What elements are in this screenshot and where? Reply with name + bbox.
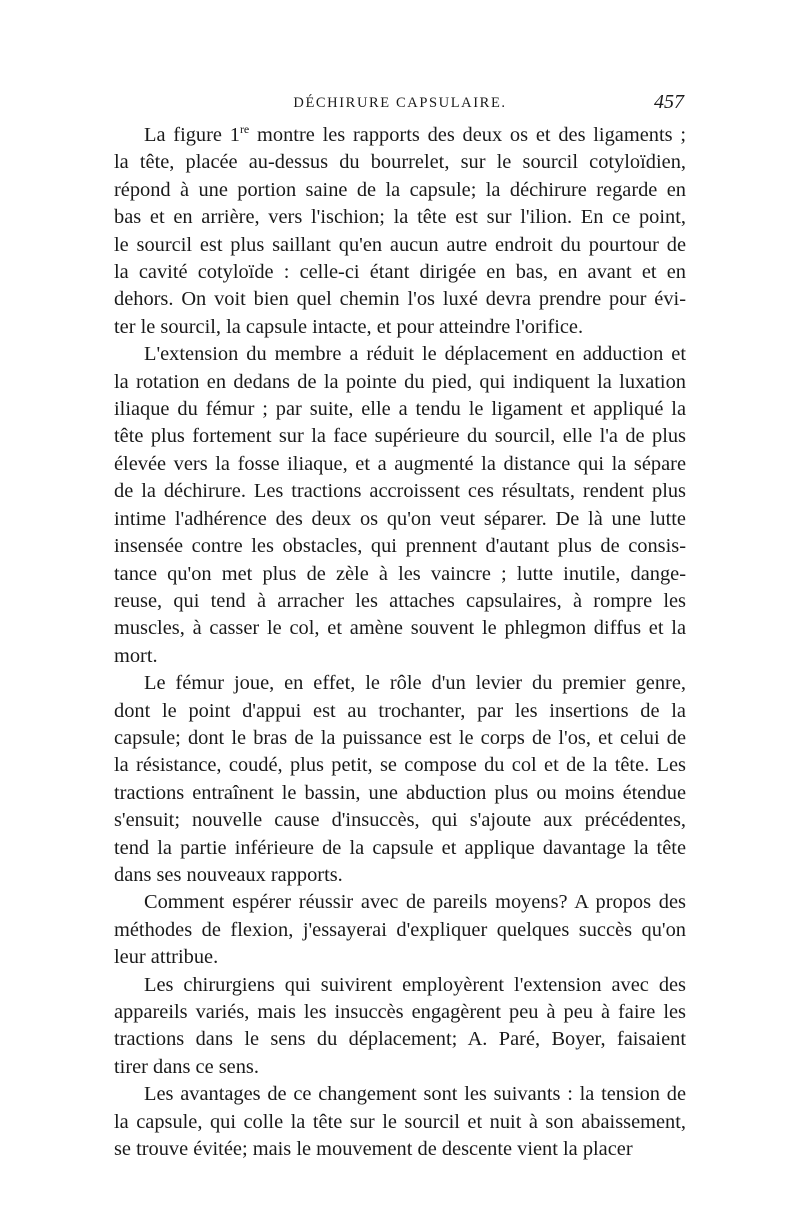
paragraph bbox=[114, 122, 686, 341]
text-line: le sourcil est plus saillant qu'en aucun autre endroit du pourtour de bbox=[114, 233, 686, 256]
text-line: muscles, à casser le col, et amène souvent le phlegmon diffus et la bbox=[114, 617, 686, 640]
text-line: la cavité cotyloïde : celle-ci étant dirigée en bas, en avant et en bbox=[114, 261, 686, 284]
text-line: méthodes de flexion, j'essayerai d'expliquer quelques succès qu'on bbox=[114, 918, 686, 941]
text-line: L'extension du membre a réduit le déplacement en adduction et bbox=[144, 343, 686, 366]
text-line: la rotation en dedans de la pointe du pied, qui indiquent la luxation bbox=[114, 370, 686, 393]
text-line: iliaque du fémur ; par suite, elle a tendu le ligament et appliqué la bbox=[114, 398, 686, 421]
text-line: tractions entraînent le bassin, une abduction plus ou moins étendue bbox=[114, 781, 686, 804]
text-line: tête plus fortement sur la face supérieure du sourcil, elle l'a de plus bbox=[114, 425, 686, 448]
paragraph bbox=[114, 889, 686, 971]
text-fragment: La figure 1 bbox=[144, 124, 240, 146]
text-line: tirer dans ce sens. bbox=[114, 1055, 259, 1078]
running-head bbox=[114, 92, 686, 122]
text-line: tend la partie inférieure de la capsule et applique davantage la tête bbox=[114, 836, 686, 859]
paragraph bbox=[114, 1081, 686, 1163]
text-line: insensée contre les obstacles, qui prennent d'autant plus de consis- bbox=[114, 535, 686, 558]
paragraph bbox=[114, 670, 686, 889]
text-line bbox=[114, 122, 686, 149]
book-page bbox=[114, 92, 686, 1163]
text-line: répond à une portion saine de la capsule; la déchirure regarde en bbox=[114, 178, 686, 201]
paragraph bbox=[114, 341, 686, 670]
text-line: tractions dans le sens du déplacement; A. Paré, Boyer, faisaient bbox=[114, 1028, 686, 1051]
text-line: bas et en arrière, vers l'ischion; la tête est sur l'ilion. En ce point, bbox=[114, 206, 686, 229]
text-line: leur attribue. bbox=[114, 946, 219, 969]
text-line: élevée vers la fosse iliaque, et a augmenté la distance qui la sépare bbox=[114, 452, 686, 475]
text-line: Les chirurgiens qui suivirent employèrent l'extension avec des bbox=[144, 973, 686, 996]
text-line: se trouve évitée; mais le mouvement de descente vient la placer bbox=[114, 1138, 633, 1161]
text-line: la tête, placée au-dessus du bourrelet, sur le sourcil cotyloïdien, bbox=[114, 151, 686, 174]
text-line: Le fémur joue, en effet, le rôle d'un levier du premier genre, bbox=[144, 672, 686, 695]
paragraph bbox=[114, 972, 686, 1082]
text-line: mort. bbox=[114, 644, 158, 667]
text-line: appareils variés, mais les insuccès engagèrent peu à peu à faire les bbox=[114, 1001, 686, 1023]
text-line: dont le point d'appui est au trochanter, par les insertions de la bbox=[114, 699, 686, 722]
text-line: dehors. On voit bien quel chemin l'os luxé devra prendre pour évi- bbox=[114, 288, 686, 311]
body-text bbox=[114, 122, 686, 1163]
text-fragment: montre les rapports des deux os et des ligaments ; bbox=[249, 124, 686, 146]
text-line: s'ensuit; nouvelle cause d'insuccès, qui s'ajoute aux précédentes, bbox=[114, 809, 686, 832]
page-number: 457 bbox=[654, 91, 684, 113]
text-line: capsule; dont le bras de la puissance est le corps de l'os, et celui de bbox=[114, 726, 686, 749]
text-line: ter le sourcil, la capsule intacte, et pour atteindre l'orifice. bbox=[114, 315, 584, 338]
superscript: re bbox=[239, 122, 250, 136]
text-line: intime l'adhérence des deux os qu'on veut séparer. De là une lutte bbox=[114, 507, 686, 530]
text-line: reuse, qui tend à arracher les attaches capsulaires, à rompre les bbox=[114, 589, 686, 612]
text-line: Comment espérer réussir avec de pareils moyens? A propos des bbox=[144, 891, 686, 914]
running-title: DÉCHIRURE CAPSULAIRE. bbox=[293, 95, 507, 111]
text-line: dans ses nouveaux rapports. bbox=[114, 863, 343, 886]
text-line: la résistance, coudé, plus petit, se compose du col et de la tête. Les bbox=[114, 754, 686, 777]
text-line: Les avantages de ce changement sont les suivants : la tension de bbox=[144, 1083, 686, 1106]
text-line: la capsule, qui colle la tête sur le sourcil et nuit à son abaissement, bbox=[114, 1110, 686, 1133]
text-line: tance qu'on met plus de zèle à les vaincre ; lutte inutile, dange- bbox=[114, 562, 686, 585]
text-line: de la déchirure. Les tractions accroissent ces résultats, rendent plus bbox=[114, 480, 686, 503]
